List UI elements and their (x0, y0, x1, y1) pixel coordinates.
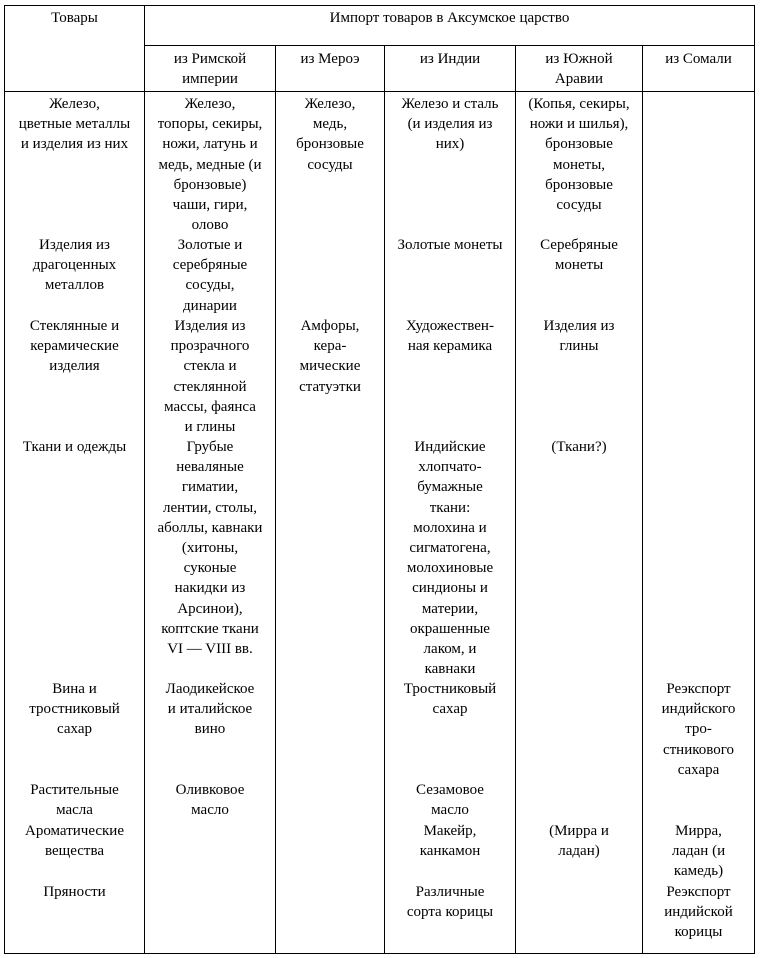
header-col-rome: из Римской империи (173, 51, 247, 88)
row-goods: Ткани и одежды (22, 439, 127, 455)
cell-india: Железо и сталь (и изделия из них) (401, 96, 499, 153)
cell-rome: Золотые и серебряные сосуды, динарии (172, 237, 248, 314)
cell-arabia: (Ткани?) (551, 439, 607, 455)
header-col-meroe: из Мероэ (300, 51, 360, 67)
row-goods: Стеклянные и керамические изделия (29, 318, 120, 375)
row-goods: Изделия из драгоценных металлов (32, 237, 117, 294)
cell-somali: Мирра, ладан (и камедь) (671, 823, 726, 880)
header-col-somali: из Сомали (665, 51, 732, 67)
row-goods: Ароматические вещества (25, 823, 124, 860)
cell-arabia: (Мирра и ладан) (549, 823, 609, 860)
cell-rome: Оливковое масло (175, 782, 245, 819)
header-import: Импорт товаров в Аксумское царство (329, 10, 570, 26)
cell-arabia: Изделия из глины (543, 318, 615, 355)
cell-rome: Изделия из прозрачного стекла и стеклянной массы, фаянса и глины (164, 318, 256, 436)
row-goods: Вина и тростниковый сахар (29, 681, 120, 738)
cell-india: Индийские хлопчато- бумажные ткани: молохина и сигматогена, молохиновые синдионы и материи, окрашенные лаком, и кавнаки (406, 439, 494, 678)
cell-india: Различные сорта корицы (406, 884, 494, 921)
cell-rome: Лаодикейское и италийское вино (165, 681, 255, 738)
cell-india: Тростниковый сахар (403, 681, 497, 718)
cell-india: Сезамовое масло (416, 782, 484, 819)
row-goods: Пряности (43, 884, 106, 900)
cell-arabia: Серебряные монеты (540, 237, 618, 274)
header-goods: Товары (51, 10, 98, 26)
cell-india: Макейр, канкамон (419, 823, 481, 860)
header-col-india: из Индии (419, 51, 481, 67)
cell-somali: Реэкспорт индийского тро- стникового сахара (661, 681, 736, 778)
grid-line (754, 5, 755, 954)
cell-arabia: (Копья, секиры, ножи и шилья), бронзовые монеты, бронзовые сосуды (528, 96, 630, 214)
row-goods: Растительные масла (30, 782, 119, 819)
cell-rome: Железо, топоры, секиры, ножи, латунь и медь, медные (и бронзовые) чаши, гири, олово (157, 96, 263, 234)
cell-india: Художествен- ная керамика (406, 318, 494, 355)
grid-line (144, 45, 754, 46)
cell-somali: Реэкспорт индийской корицы (664, 884, 733, 941)
cell-meroe: Амфоры, кера- мические статуэтки (299, 318, 361, 395)
cell-rome: Грубые неваляные гиматии, лентии, столы, аболлы, кавнаки (хитоны, суконые накидки из Арсинои), коптские ткани VI — VIII вв. (157, 439, 263, 658)
grid-line (642, 45, 643, 954)
cell-meroe: Железо, медь, бронзовые сосуды (296, 96, 364, 173)
grid-line (4, 5, 754, 6)
grid-line (275, 45, 276, 954)
row-goods: Железо, цветные металлы и изделия из них (18, 96, 131, 153)
cell-india: Золотые монеты (397, 237, 503, 253)
header-col-arabia: из Южной Аравии (545, 51, 613, 88)
